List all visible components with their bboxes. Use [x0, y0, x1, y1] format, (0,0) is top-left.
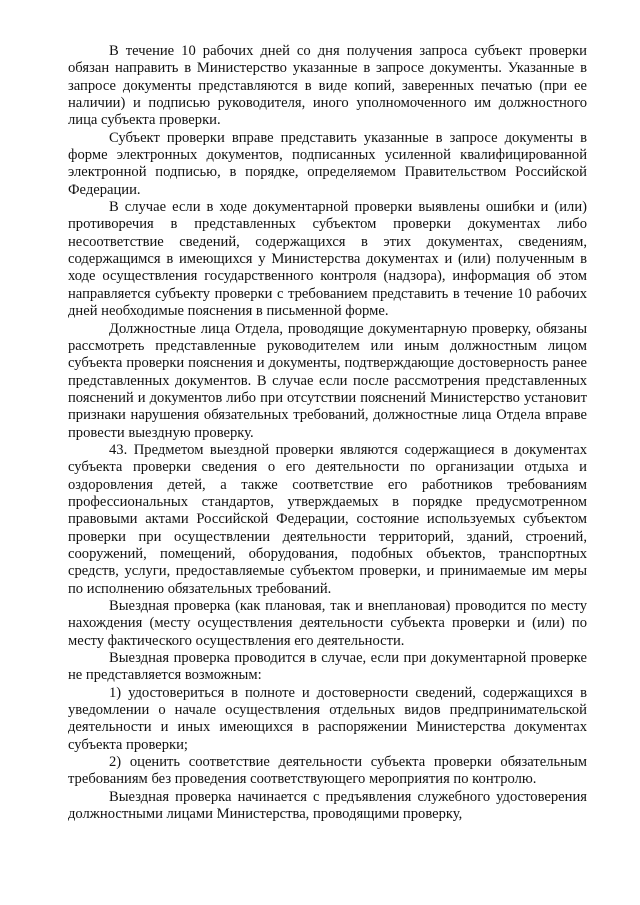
- paragraph-document-request: В течение 10 рабочих дней со дня получения запроса субъект проверки обязан направить в Министерство указанные в запросе документы. Указанные в запросе документы представляются в виде копий, заверенных печатью (при ее наличии) и подписью руководителя, иного уполномоченного им должностного лица субъекта проверки.: [68, 43, 587, 129]
- document-page: [68, 43, 587, 823]
- list-item-1: 1) удостовериться в полноте и достоверности сведений, содержащихся в уведомлении о начале осуществления отдельных видов предпринимательской деятельности и иных имеющихся в распоряжении Министерства документах субъекта проверки;: [68, 684, 587, 753]
- paragraph-errors-found: В случае если в ходе документарной проверки выявлены ошибки и (или) противоречия в представленных субъектом проверки документах либо несоответствие сведений, содержащихся в этих документах, сведениям, содержащимся в имеющихся у Министерства документах и (или) полученным в ходе осуществления государственного контроля (надзора), информация об этом направляется субъекту проверки с требованием представить в течение 10 рабочих дней необходимые пояснения в письменной форме.: [68, 199, 587, 320]
- paragraph-officials-review: Должностные лица Отдела, проводящие документарную проверку, обязаны рассмотреть представленные руководителем или иным должностным лицом субъекта проверки пояснения и документы, подтверждающие достоверность ранее представленных документов. В случае если после рассмотрения представленных пояснений и документов либо при отсутствии пояснений Министерство установит признаки нарушения обязательных требований, должностные лица Отдела вправе провести выездную проверку.: [68, 320, 587, 441]
- paragraph-field-inspection-start: Выездная проверка начинается с предъявления служебного удостоверения должностными лицами Министерства, проводящими проверку,: [68, 788, 587, 823]
- paragraph-electronic-documents: Субъект проверки вправе представить указанные в запросе документы в форме электронных документов, подписанных усиленной квалифицированной электронной подписью, в порядке, определяемом Правительством Российской Федерации.: [68, 129, 587, 198]
- paragraph-item-43: 43. Предметом выездной проверки являются содержащиеся в документах субъекта проверки сведения о его деятельности по организации отдыха и оздоровления детей, а также соответствие его работников требованиям профессиональных стандартов, утверждаемых в порядке предусмотренном правовыми актами Российской Федерации, состояние используемых субъектом проверки при осуществлении деятельности территорий, зданий, строений, сооружений, помещений, оборудования, подобных объектов, транспортных средств, услуги, предоставляемые субъектом проверки, и принимаемые им меры по исполнению обязательных требований.: [68, 441, 587, 597]
- paragraph-field-inspection-location: Выездная проверка (как плановая, так и внеплановая) проводится по месту нахождения (месту осуществления деятельности субъекта проверки и (или) по месту фактического осуществления его деятельности.: [68, 598, 587, 649]
- paragraph-field-inspection-cases: Выездная проверка проводится в случае, если при документарной проверке не представляется возможным:: [68, 650, 587, 684]
- list-item-2: 2) оценить соответствие деятельности субъекта проверки обязательным требованиям без проведения соответствующего мероприятия по контролю.: [68, 754, 587, 788]
